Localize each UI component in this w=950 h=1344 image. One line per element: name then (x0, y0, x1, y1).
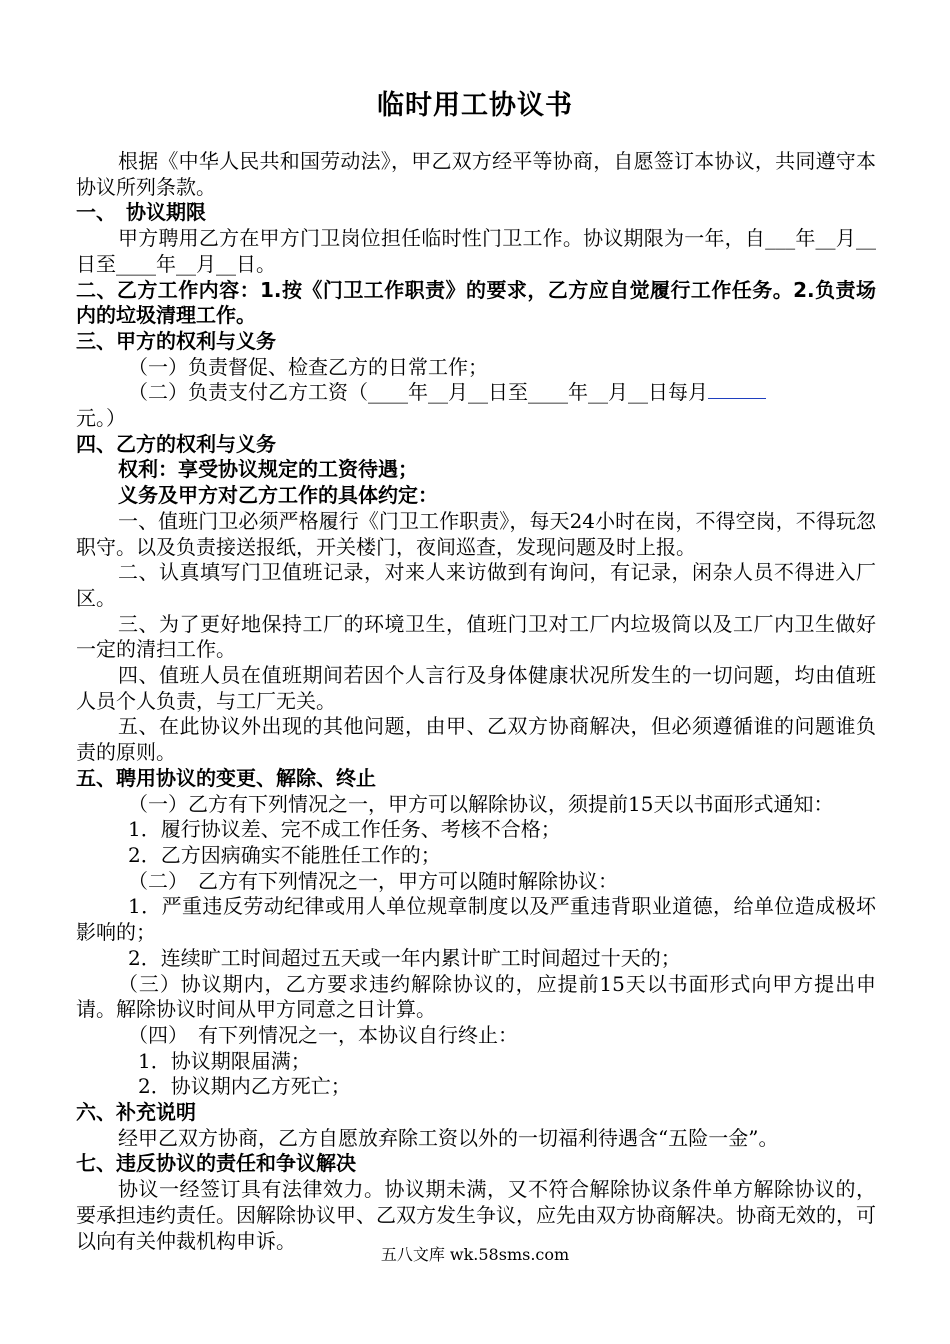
duty-item-4: 四、值班人员在值班期间若因个人言行及身体健康状况所发生的一切问题，均由值班人员个人负责，与工厂无关。 (76, 663, 876, 713)
salary-blank (708, 380, 766, 399)
section-3-item-2 (76, 380, 876, 406)
duty-item-2: 二、认真填写门卫值班记录，对来人来访做到有询问，有记录，闲杂人员不得进入厂区。 (76, 560, 876, 610)
intro-paragraph: 根据《中华人民共和国劳动法》，甲乙双方经平等协商，自愿签订本协议，共同遵守本协议所列条款。 (76, 149, 876, 199)
section-4-duties-heading: 义务及甲方对乙方工作的具体约定： (118, 483, 438, 508)
section-4-heading: 四、乙方的权利与义务 (76, 431, 276, 456)
section-5-clause-4: （四） 有下列情况之一，本协议自行终止： (128, 1022, 518, 1047)
section-5-clause-2b: 2．连续旷工时间超过五天或一年内累计旷工时间超过十天的； (128, 945, 681, 970)
section-5-clause-4b: 2．协议期内乙方死亡； (138, 1074, 351, 1099)
section-3-item-2-text: （二）负责支付乙方工资（____年__月__日至____年__月__日每月 (128, 380, 708, 405)
section-3-item-2-end: 元。） (76, 406, 126, 431)
section-5-clause-2: （二） 乙方有下列情况之一，甲方可以随时解除协议： (128, 868, 618, 893)
section-3-heading: 三、甲方的权利与义务 (76, 328, 276, 353)
section-7-heading: 七、违反协议的责任和争议解决 (76, 1151, 356, 1176)
section-5-heading: 五、聘用协议的变更、解除、终止 (76, 765, 376, 790)
document-title: 临时用工协议书 (377, 90, 573, 121)
duty-item-3: 三、为了更好地保持工厂的环境卫生，值班门卫对工厂内垃圾筒以及工厂内卫生做好一定的清扫工作。 (76, 611, 876, 662)
section-1-text: 甲方聘用乙方在甲方门卫岗位担任临时性门卫工作。协议期限为一年，自___年__月__日至____年__月__日。 (76, 226, 876, 276)
section-5-clause-1 (76, 792, 876, 818)
section-5-clause-3: （三）协议期内，乙方要求违约解除协议的，应提前15天以书面形式向甲方提出申请。解除协议时间从甲方同意之日计算。 (76, 971, 876, 1022)
duty-item-1: 一、值班门卫必须严格履行《门卫工作职责》，每天24小时在岗，不得空岗，不得玩忽职守。以及负责接送报纸，开关楼门，夜间巡查，发现问题及时上报。 (76, 508, 876, 559)
section-5-clause-1a: 1．履行协议差、完不成工作任务、考核不合格； (128, 817, 561, 842)
section-5-clause-4a: 1．协议期限届满； (138, 1048, 311, 1073)
document-body (76, 149, 876, 1254)
section-5-clause-2a: 1．严重违反劳动纪律或用人单位规章制度以及严重违背职业道德，给单位造成极坏影响的； (76, 894, 876, 945)
section-2-text: 二、乙方工作内容：1.按《门卫工作职责》的要求，乙方应自觉履行工作任务。2.负责场内的垃圾清理工作。 (76, 277, 876, 328)
section-6-text: 经甲乙双方协商，乙方自愿放弃除工资以外的一切福利待遇含“五险一金”。 (118, 1125, 779, 1150)
section-7-text: 协议一经签订具有法律效力。协议期未满，又不符合解除协议条件单方解除协议的，要承担违约责任。因解除协议甲、乙双方发生争议，应先由双方协商解决。协商无效的，可以向有关仲裁机构申诉。 (76, 1177, 876, 1253)
section-5-clause-1b: 2．乙方因病确实不能胜任工作的； (128, 842, 441, 867)
footer-watermark: 五八文库 wk.58sms.com (380, 1245, 570, 1264)
section-4-rights: 权利：享受协议规定的工资待遇； (118, 457, 418, 482)
section-5-clause-1-text: （一）乙方有下列情况之一，甲方可以解除协议，须提前15天以书面形式通知： (128, 791, 834, 816)
duty-item-5: 五、在此协议外出现的其他问题，由甲、乙双方协商解决，但必须遵循谁的问题谁负责的原则。 (76, 714, 876, 765)
section-3-item-1: （一）负责督促、检查乙方的日常工作； (128, 354, 488, 379)
section-1-heading: 一、 协议期限 (76, 200, 206, 225)
section-6-heading: 六、补充说明 (76, 1100, 196, 1125)
